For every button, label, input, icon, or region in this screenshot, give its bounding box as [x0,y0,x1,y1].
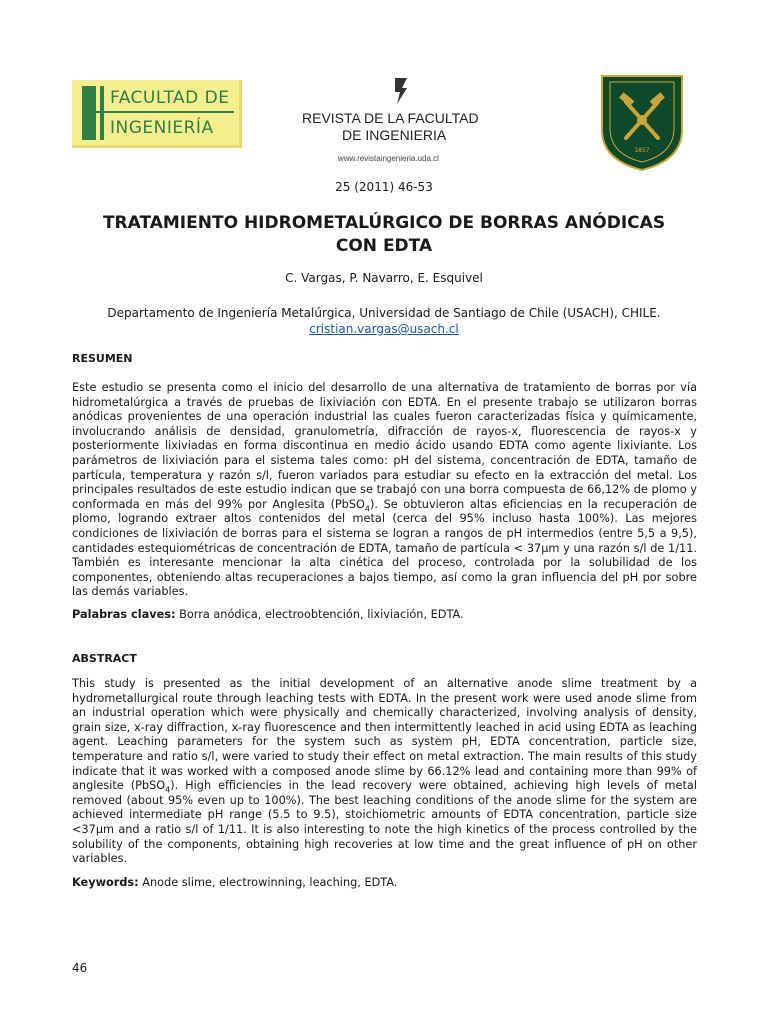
logo-line2: INGENIERÍA [110,118,214,138]
revista-title-line2: DE INGENIERIA [342,127,447,143]
revista-mark-icon [393,78,409,104]
keywords [72,876,697,889]
palabras-claves-text: Borra anódica, electroobtención, lixiviación, EDTA. [175,608,464,621]
authors: C. Vargas, P. Navarro, E. Esquivel [285,271,483,285]
facultad-ingenieria-logo [72,80,242,148]
universidad-atacama-seal [596,72,688,172]
title-line2: CON EDTA [335,236,433,256]
revista-logo [298,78,498,170]
palabras-claves [72,608,697,621]
abstract-subscript: 4 [165,785,171,795]
keywords-label: Keywords: [72,876,139,889]
logo-bar-thin [100,86,104,140]
resumen-text-a: Este estudio se presenta como el inicio del desarrollo de una alternativa de tratamiento de borras por vía hidrometalúrgica a través de pruebas de lixiviación con EDTA. En el presente trabajo se utilizaron borras anódicas provenientes de una operación industrial las cuales fueron caracterizadas física y químicamente, involucrando análisis de densidad, granulometría, difracción de rayos-x, fluorescencia de rayos-x y posteriormente lixiviadas en forma discontinua en medio ácido usando EDTA como agente lixiviante. Los parámetros de lixiviación para el sistema tales como: pH del sistema, concentración de EDTA, tamaño de partícula, temperatura y razón s/l, fueron variados para estudiar su efecto en la extracción del metal. Los principales resultados de este estudio indican que se trabajó con una borra compuesta de 66,12% de plomo y conformada en más del 99% por Anglesita (PbSO [72,381,697,511]
logo-line1: FACULTAD DE [110,88,230,108]
affiliation: Departamento de Ingeniería Metalúrgica, Universidad de Santiago de Chile (USACH), CHILE. [107,306,661,320]
palabras-claves-label: Palabras claves: [72,608,176,621]
resumen-subscript: 4 [364,504,370,513]
abstract-text-b: ). High efficiencies in the lead recovery were obtained, achieving high levels of metal removed (about 95% even up to 100%). The best leaching conditions of the anode slime for the system are achieved intermediate pH range (5.5 to 9.5), stoichiometric amounts of EDTA concentration, particle size <37μm and a ratio s/l of 1/11. It is also interesting to note the high kinetics of the process controlled by the solubility of the components, obtaining high recoveries at low time and the great influence of pH on other variables. [72,779,697,866]
abstract-text-a: This study is presented as the initial development of an alternative anode slime treatment by a hydrometallurgical route through leaching tests with EDTA. In the present work were used anode slime from an industrial operation which were physically and chemically characterized, involving analysis of density, grain size, x-ray diffraction, x-ray fluorescence and then intermittently leached in acid using EDTA as leaching agent. Leaching parameters for the system such as system pH, EDTA concentration, particle size, temperature and ratio s/l, were varied to study their effect on metal extraction. The main results of this study indicate that it was worked with a composed anode slime by 66.12% lead and containing more than 99% of anglesite (PbSO [72,677,697,793]
resumen-paragraph [72,381,697,600]
logo-divider [82,111,234,113]
title-line1: TRATAMIENTO HIDROMETALÚRGICO DE BORRAS ANÓDICAS [102,213,666,233]
affiliation-block [40,305,728,337]
logo-bar [82,86,96,140]
article-title [80,212,688,258]
abstract-heading: ABSTRACT [72,652,137,665]
keywords-text: Anode slime, electrowinning, leaching, EDTA. [138,876,398,889]
page-number: 46 [72,961,88,975]
revista-title-line1: REVISTA DE LA FACULTAD [302,110,479,126]
author-email-link[interactable]: cristian.vargas@usach.cl [309,322,459,336]
abstract-paragraph [72,677,697,867]
resumen-heading: RESUMEN [72,352,133,365]
volume-info: 25 (2011) 46-53 [335,180,433,194]
seal-year: 1857 [634,147,650,154]
revista-url: www.revistaingenieria.uda.cl [338,154,439,163]
resumen-text-b: ). Se obtuvieron altas eficiencias en la recuperación de plomo, logrando extraer altos contenidos del metal (cerca del 95% incluso hasta 100%). Las mejores condiciones de lixiviación de borras para el sistema se logran a rangos de pH intermedios (entre 5,5 a 9,5), cantidades estequiométricas de concentración de EDTA, tamaño de partícula < 37μm y una razón s/l de 1/11. También es interesante mencionar la alta cinética del proceso, controlada por la solubilidad de los componentes, obteniendo altas recuperaciones a bajos tiempo, así como la gran influencia del pH por sobre las demás variables. [72,497,697,599]
